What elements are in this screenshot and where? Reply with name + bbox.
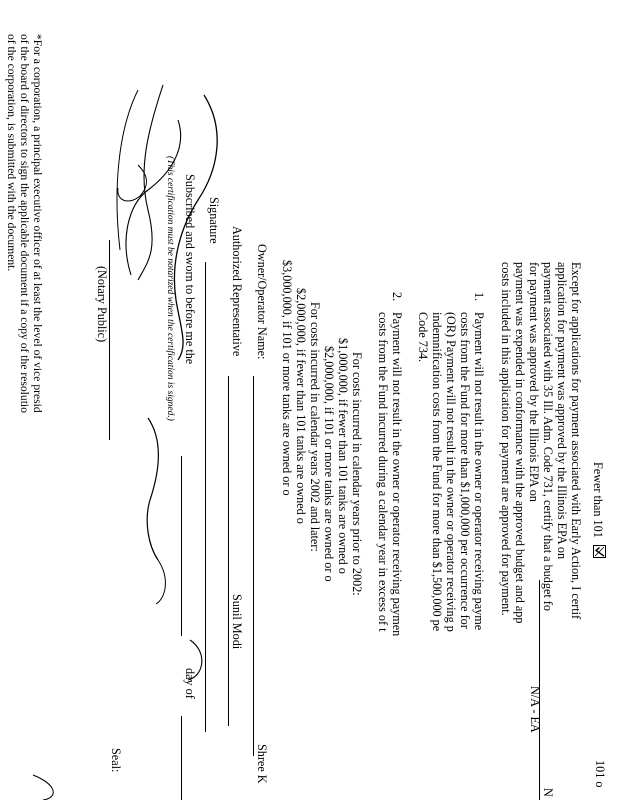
item-2-line-2: costs from the Fund incurred during a calendar year in excess of t xyxy=(376,312,390,632)
owner-operator-label: Owner/Operator Name: xyxy=(255,244,269,360)
item-1-line-2: costs from the Fund for more than $1,000,000 per occurrence for xyxy=(458,312,472,629)
prior-2002-limit-1: $1,000,000, if fewer than 101 tanks are owned o xyxy=(336,338,350,574)
subscribed-day-line xyxy=(181,456,182,636)
item-2-number: 2. xyxy=(390,292,404,302)
prior-2002-limit-2: $2,000,000, if 101 or more tanks are owned or o xyxy=(322,346,336,582)
notary-line xyxy=(109,240,110,440)
cert-line-2: application for payment was approved by the Illinois EPA on xyxy=(555,262,569,560)
after-2002-limit-1: $2,000,000, if fewer than 101 tanks are owned o xyxy=(294,288,308,524)
item-1-line-5: Code 734. xyxy=(416,312,430,363)
cert-line-3: payment associated with 35 Ill. Adm. Code 731, certify that a budget fo xyxy=(541,262,555,611)
owner-operator-line xyxy=(253,376,254,756)
seal-label: Seal: xyxy=(109,748,123,773)
fewer-than-101-checkbox[interactable] xyxy=(593,545,606,558)
authorized-rep-line xyxy=(228,376,229,726)
item-1-number: 1. xyxy=(472,292,486,302)
day-of-text: day of xyxy=(183,668,197,699)
cert-line-5: payment was expended in conformance with the approved budget and app xyxy=(513,262,527,624)
prior-2002-heading: For costs incurred in calendar years prior to 2002: xyxy=(350,352,364,596)
item-2-line-1: Payment will not result in the owner or operator receiving paymen xyxy=(390,312,404,637)
authorized-rep-value: Sunil Modi xyxy=(230,594,244,650)
signature-label: Signature xyxy=(207,197,221,244)
notary-caption: (Notary Public) xyxy=(95,266,109,343)
approval-value-1: N xyxy=(541,788,555,797)
after-2002-limit-2: $3,000,000, if 101 or more tanks are owned or o xyxy=(280,260,294,496)
item-1-line-1: Payment will not result in the owner or operator receiving payme xyxy=(472,312,486,631)
fewer-than-101-row xyxy=(590,462,606,558)
owner-operator-value: Shree K xyxy=(255,744,269,784)
authorized-rep-label: Authorized Representative xyxy=(230,226,244,357)
subscribed-text: Subscribed and sworn to before me the xyxy=(183,174,197,365)
form-code: 101 o xyxy=(593,760,607,788)
cert-line-4: for payment was approved by the Illinois EPA on xyxy=(527,262,541,502)
footnote-line-1: *For a corporation, a principal executive officer of at least the level of vice presid xyxy=(31,34,44,413)
footnote-line-3: of the corporation, is submitted with the document. xyxy=(5,34,18,272)
item-1-line-4: indemnification costs from the Fund for more than $1,500,000 pe xyxy=(430,312,444,632)
approval-value-2: N/A - EA xyxy=(528,686,542,733)
item-1-line-3: (OR) Payment will not result in the owner or operator receiving p xyxy=(444,312,458,632)
after-2002-heading: For costs incurred in calendar years 2002 and later: xyxy=(308,302,322,552)
cert-line-6: costs included in this application for payment are approved for payment. xyxy=(499,262,513,616)
signature-line xyxy=(205,262,206,732)
footnote-line-2: of the board of directors to sign the applicable document if a copy of the resolutio xyxy=(18,34,31,413)
cert-line-1: Except for applications for payment associated with Early Action, I certif xyxy=(569,262,583,620)
fewer-than-101-label: Fewer than 101 xyxy=(591,462,605,538)
notary-note: (This certification must be notarized when the certification is signed.) xyxy=(165,156,175,421)
subscribed-month-line xyxy=(181,716,182,800)
